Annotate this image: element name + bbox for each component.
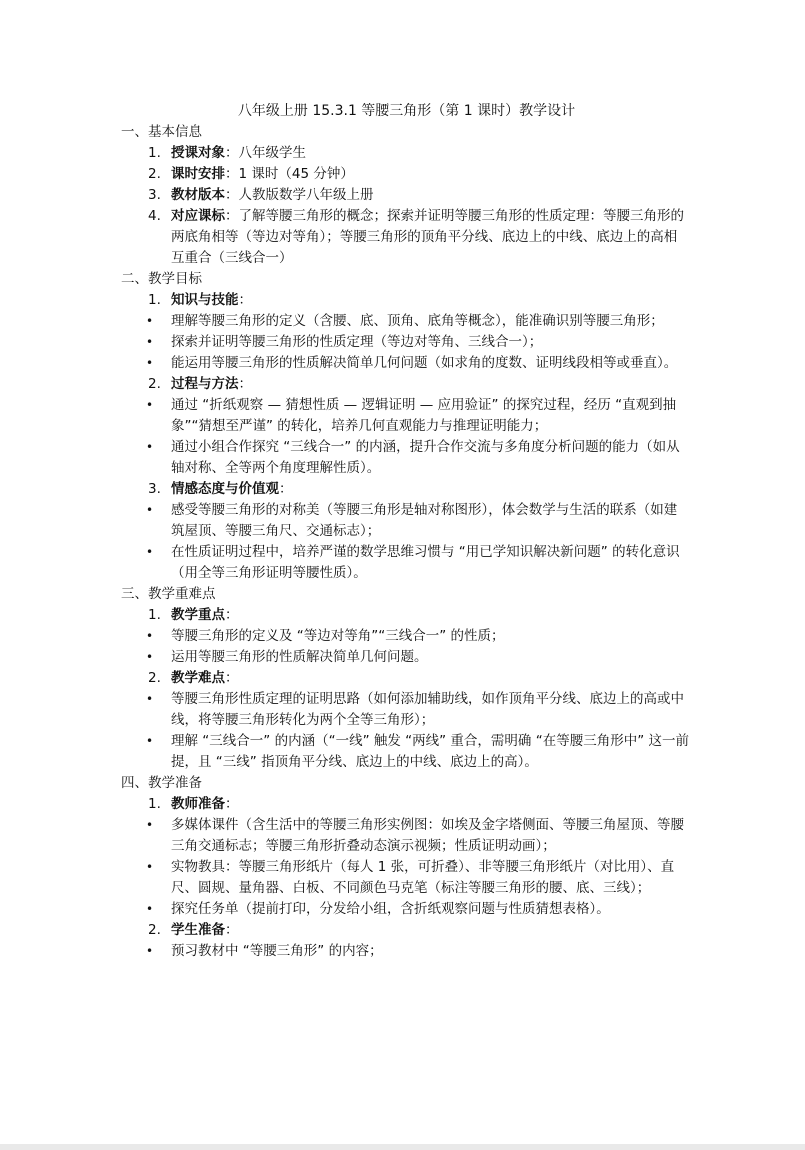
bullet-item — [0, 311, 805, 332]
section-heading: 四、教学准备 — [121, 775, 202, 791]
bullet-icon: • — [146, 356, 154, 370]
item-text: 探索并证明等腰三角形的性质定理（等边对等角、三线合一）； — [171, 334, 543, 350]
item-label: 课时安排 — [171, 166, 225, 182]
item-text: 理解等腰三角形的定义（含腰、底、顶角、底角等概念），能准确识别等腰三角形； — [171, 313, 664, 329]
bullet-item — [0, 941, 805, 962]
item-number: 2. — [148, 922, 161, 938]
numbered-item — [0, 164, 805, 185]
bullet-icon: • — [146, 650, 154, 664]
item-text: ： — [225, 670, 239, 686]
item-text: ：八年级学生 — [225, 145, 306, 161]
bullet-icon: • — [146, 629, 154, 643]
item-label: 知识与技能 — [171, 292, 239, 308]
bullet-item — [0, 857, 805, 899]
numbered-item — [0, 794, 805, 815]
item-label: 教材版本 — [171, 187, 225, 203]
item-label: 授课对象 — [171, 145, 225, 161]
item-text: 感受等腰三角形的对称美（等腰三角形是轴对称图形），体会数学与生活的联系（如建筑屋顶、等腰三角尺、交通标志）； — [171, 502, 678, 539]
item-number: 2. — [148, 166, 161, 182]
section-heading: 一、基本信息 — [121, 124, 202, 140]
numbered-item — [0, 479, 805, 500]
section-heading: 二、教学目标 — [121, 271, 202, 287]
item-text: ：1 课时（45 分钟） — [225, 166, 354, 182]
item-text: ： — [225, 922, 239, 938]
item-text: 运用等腰三角形的性质解决简单几何问题。 — [171, 649, 428, 665]
numbered-item — [0, 668, 805, 689]
numbered-item — [0, 185, 805, 206]
numbered-item — [0, 374, 805, 395]
item-label: 对应课标 — [171, 208, 225, 224]
bullet-icon: • — [146, 944, 154, 958]
bullet-item — [0, 395, 805, 437]
bullet-icon: • — [146, 398, 154, 412]
item-text: 等腰三角形的定义及 “等边对等角”“三线合一” 的性质； — [171, 628, 505, 644]
item-text: ：人教版数学八年级上册 — [225, 187, 374, 203]
item-label: 过程与方法 — [171, 376, 239, 392]
bullet-icon: • — [146, 314, 154, 328]
item-label: 学生准备 — [171, 922, 225, 938]
bullet-icon: • — [146, 902, 154, 916]
item-label: 教师准备 — [171, 796, 225, 812]
item-number: 3. — [148, 481, 161, 497]
item-text: 探究任务单（提前打印，分发给小组，含折纸观察问题与性质猜想表格）。 — [171, 901, 610, 917]
item-number: 1. — [148, 145, 161, 161]
bullet-item — [0, 899, 805, 920]
bullet-item — [0, 332, 805, 353]
bullet-item — [0, 815, 805, 857]
bullet-icon: • — [146, 440, 154, 454]
page-bottom-strip — [0, 1144, 805, 1150]
bullet-item — [0, 731, 805, 773]
item-label: 情感态度与价值观 — [171, 481, 279, 497]
item-text: 在性质证明过程中，培养严谨的数学思维习惯与 “用已学知识解决新问题” 的转化意识（用全等三角形证明等腰性质）。 — [171, 544, 680, 581]
item-number: 1. — [148, 607, 161, 623]
item-text: ： — [238, 292, 252, 308]
item-text: 能运用等腰三角形的性质解决简单几何问题（如求角的度数、证明线段相等或垂直）。 — [171, 355, 678, 371]
item-number: 1. — [148, 796, 161, 812]
item-text: 实物教具：等腰三角形纸片（每人 1 张，可折叠）、非等腰三角形纸片（对比用）、直尺、圆规、量角器、白板、不同颜色马克笔（标注等腰三角形的腰、底、三线）； — [171, 859, 675, 896]
bullet-icon: • — [146, 335, 154, 349]
bullet-item — [0, 437, 805, 479]
bullet-item — [0, 626, 805, 647]
document-content — [0, 100, 805, 962]
item-text: ： — [238, 376, 252, 392]
bullet-icon: • — [146, 692, 154, 706]
numbered-item — [0, 143, 805, 164]
item-text: 多媒体课件（含生活中的等腰三角形实例图：如埃及金字塔侧面、等腰三角屋顶、等腰三角交通标志；等腰三角形折叠动态演示视频；性质证明动画）； — [171, 817, 684, 854]
item-label: 教学重点 — [171, 607, 225, 623]
bullet-item — [0, 689, 805, 731]
item-text: ： — [279, 481, 293, 497]
numbered-item — [0, 290, 805, 311]
numbered-item — [0, 920, 805, 941]
bullet-icon: • — [146, 545, 154, 559]
bullet-item — [0, 542, 805, 584]
item-number: 4. — [148, 208, 161, 224]
item-number: 2. — [148, 376, 161, 392]
bullet-icon: • — [146, 860, 154, 874]
bullet-icon: • — [146, 734, 154, 748]
item-number: 2. — [148, 670, 161, 686]
bullet-item — [0, 500, 805, 542]
sections-container — [0, 122, 805, 962]
numbered-item — [0, 605, 805, 626]
document-title: 八年级上册 15.3.1 等腰三角形（第 1 课时）教学设计 — [237, 103, 576, 119]
item-text: ：了解等腰三角形的概念；探索并证明等腰三角形的性质定理：等腰三角形的两底角相等（等边对等角）；等腰三角形的顶角平分线、底边上的中线、底边上的高相互重合（三线合一） — [171, 208, 684, 266]
bullet-icon: • — [146, 503, 154, 517]
item-label: 教学难点 — [171, 670, 225, 686]
item-text: 通过小组合作探究 “三线合一” 的内涵，提升合作交流与多角度分析问题的能力（如从轴对称、全等两个角度理解性质）。 — [171, 439, 680, 476]
section-heading: 三、教学重难点 — [121, 586, 216, 602]
bullet-icon: • — [146, 818, 154, 832]
item-number: 3. — [148, 187, 161, 203]
bullet-item — [0, 647, 805, 668]
item-text: 理解 “三线合一” 的内涵（“一线” 触发 “两线” 重合，需明确 “在等腰三角形中” 这一前提，且 “三线” 指顶角平分线、底边上的中线、底边上的高）。 — [171, 733, 689, 770]
item-text: ： — [225, 796, 239, 812]
item-text: 预习教材中 “等腰三角形” 的内容； — [171, 943, 383, 959]
numbered-item — [0, 206, 805, 269]
item-number: 1. — [148, 292, 161, 308]
item-text: 通过 “折纸观察 — 猜想性质 — 逻辑证明 — 应用验证” 的探究过程，经历 “直观到抽象”“猜想至严谨” 的转化，培养几何直观能力与推理证明能力； — [171, 397, 677, 434]
item-text: 等腰三角形性质定理的证明思路（如何添加辅助线，如作顶角平分线、底边上的高或中线，将等腰三角形转化为两个全等三角形）； — [171, 691, 684, 728]
bullet-item — [0, 353, 805, 374]
item-text: ： — [225, 607, 239, 623]
